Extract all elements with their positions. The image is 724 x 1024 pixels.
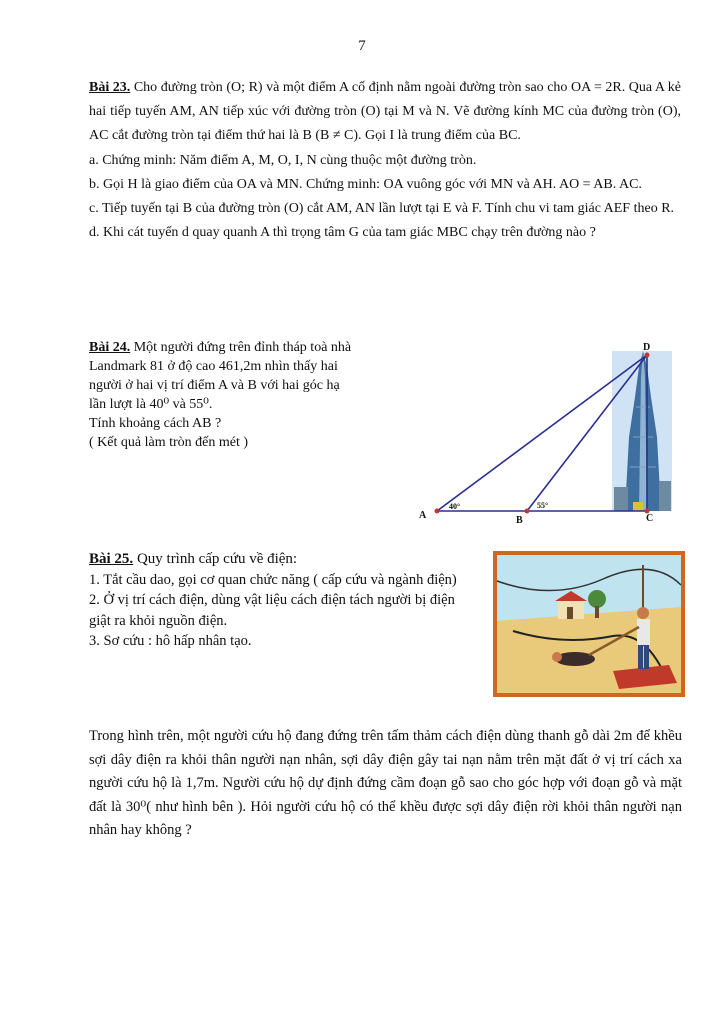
problem-24-line-6: ( Kết quả làm tròn đến mét ) (89, 435, 249, 450)
problem-24-triangle-figure (415, 337, 690, 527)
problem-24 (89, 338, 399, 452)
problem-24-line-5: Tính khoảng cách AB ? (89, 416, 222, 431)
angle-b-label: 55° (537, 501, 549, 510)
problem-23-part-c: c. Tiếp tuyến tại B của đường tròn (O) cắt AM, AN lần lượt tại E và F. Tính chu vi tam giác AEF theo R. (89, 201, 675, 217)
problem-25 (89, 549, 477, 652)
electric-rescue-illustration (493, 551, 685, 697)
problem-25-paragraph (89, 725, 682, 843)
point-d (645, 353, 650, 358)
point-a (435, 509, 440, 514)
label-c: C (646, 513, 654, 524)
problem-24-line-3: người ở hai vị trí điểm A và B với hai góc hạ (89, 378, 340, 393)
problem-23-part-a: a. Chứng minh: Năm điểm A, M, O, I, N cùng thuộc một đường tròn. (89, 152, 477, 168)
problem-23-part-d: d. Khi cát tuyến d quay quanh A thì trọng tâm G của tam giác MBC chạy trên đường nào ? (89, 225, 596, 241)
label-d: D (643, 342, 651, 353)
page-number: 7 (358, 38, 366, 54)
problem-25-title-text: Quy trình cấp cứu về điện: (133, 551, 298, 567)
problem-24-line-4: lần lượt là 40⁰ và 55⁰. (89, 397, 213, 412)
problem-24-heading: Bài 24. (89, 340, 131, 355)
problem-23-body: Cho đường tròn (O; R) và một điểm A cố định nằm ngoài đường tròn sao cho OA = 2R. Qua A kẻ hai tiếp tuyến AM, AN tiếp xúc với đường tròn (O) tại M và N. Vẽ đường kính MC của đường tròn (O), AC cắt đường tròn tại điểm thứ hai là B (B ≠ C). Gọi I là trung điểm của BC. (89, 80, 681, 144)
angle-a-label: 40° (449, 502, 461, 511)
point-b (525, 509, 530, 514)
problem-23-part-b: b. Gọi H là giao điểm của OA và MN. Chứng minh: OA vuông góc với MN và AH. AO = AB. AC. (89, 176, 642, 192)
label-b: B (516, 515, 523, 526)
problem-25-step-2: 2. Ở vị trí cách điện, dùng vật liệu cách điện tách người bị điện giật ra khỏi nguồn điện. (89, 592, 455, 629)
problem-25-paragraph-text: Trong hình trên, một người cứu hộ đang đứng trên tấm thảm cách điện dùng thanh gỗ dài 2m để khều sợi dây điện ra khỏi thân người nạn nhân, sợi dây điện gây tai nạn nằm trên mặt đất ở vị trí cách xa người cứu hộ là 1,7m. Người cứu hộ dự định đứng cầm đoạn gỗ sao cho góc hợp với đoạn gỗ và mặt đất là 30⁰( như hình bên ). Hỏi người cứu hộ có thể khều được sợi dây điện rời khỏi thân người nạn nhân hay không ? (89, 728, 682, 838)
label-a: A (419, 510, 427, 521)
problem-25-step-1: 1. Tắt cầu dao, gọi cơ quan chức năng ( cấp cứu và ngành điện) (89, 571, 457, 588)
problem-24-line-2: Landmark 81 ở độ cao 461,2m nhìn thấy hai (89, 359, 338, 374)
problem-25-heading: Bài 25. (89, 551, 134, 567)
problem-23-heading: Bài 23. (89, 80, 131, 95)
problem-25-title (89, 549, 477, 570)
problem-24-line-1-text: Một người đứng trên đỉnh tháp toà nhà (130, 340, 352, 355)
problem-23-intro (89, 76, 681, 149)
problem-25-step-3: 3. Sơ cứu : hô hấp nhân tạo. (89, 633, 252, 649)
problem-24-line-1 (89, 338, 399, 357)
problem-23 (89, 76, 681, 245)
